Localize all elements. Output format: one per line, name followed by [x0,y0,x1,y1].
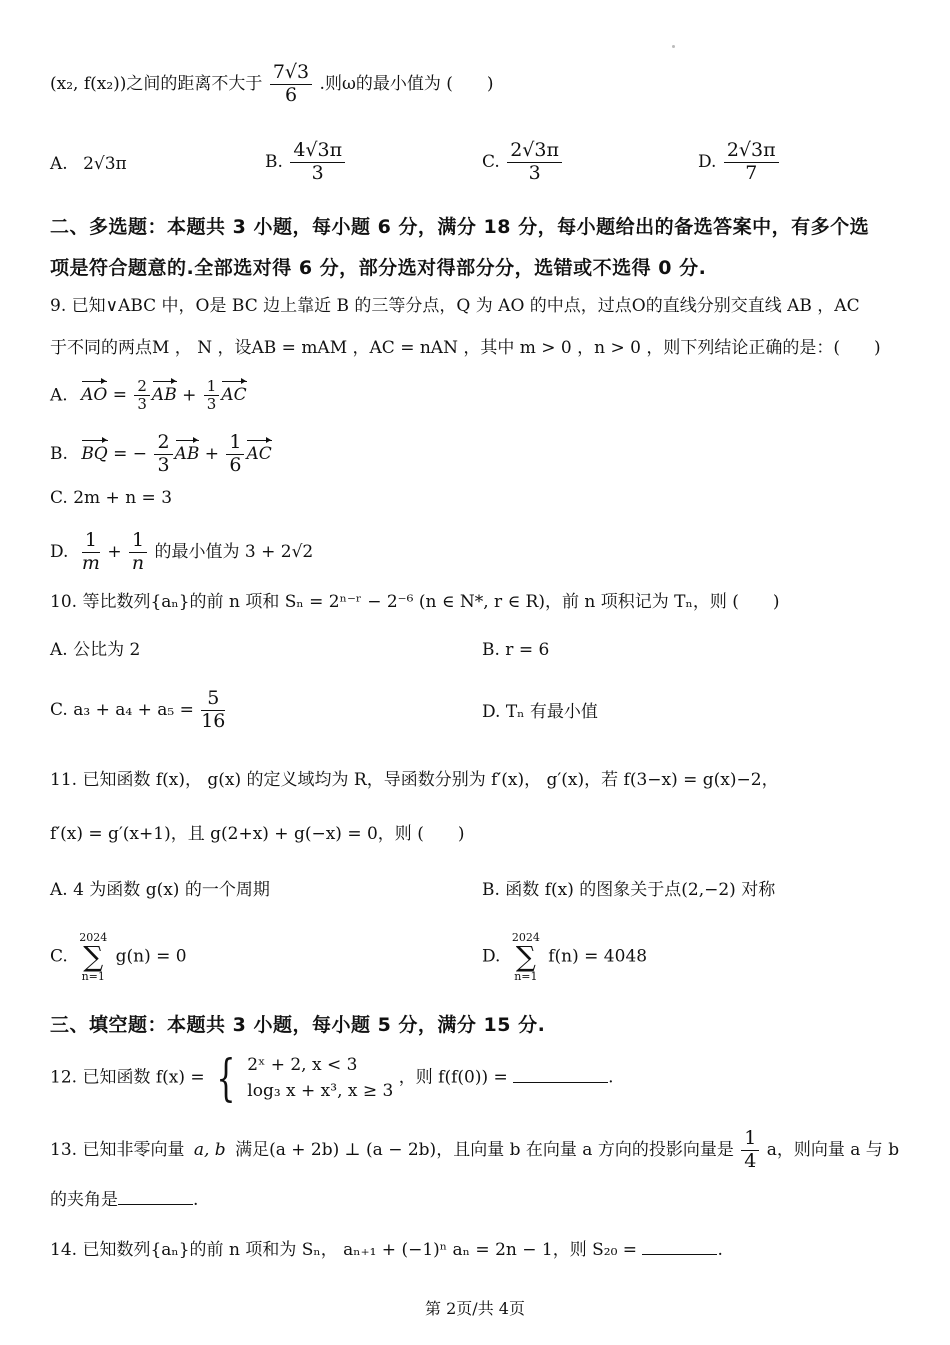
section-2-heading-cont: 项是符合题意的.全部选对得 6 分，部分选对得部分分，选错或不选得 0 分. [50,257,707,279]
q10-option-d: D. Tₙ 有最小值 [482,702,598,722]
q10-stem: 10. 等比数列{aₙ}的前 n 项和 Sₙ = 2ⁿ⁻ʳ − 2⁻⁶ (n ∈ N*, r ∈ R)，前 n 项积记为 Tₙ，则 ( ) [50,592,780,612]
q11-option-a: A. 4 为函数 g(x) 的一个周期 [50,880,270,900]
q11-option-d: D. 2024 ∑ n=1 f(n) = 4048 [482,931,648,983]
q10-option-c: C. a₃ + a₄ + a₅ = $\frac{5}{16}$ [50,687,226,732]
section-3-heading: 三、填空题：本题共 3 小题，每小题 5 分，满分 15 分. [50,1014,546,1036]
q10-option-b: B. r = 6 [482,640,550,660]
q11-stem-2: f′(x) = g′(x+1)，且 g(2+x) + g(−x) = 0，则 ( ) [50,824,465,844]
q9-option-a: A. AO = $\frac{2}{3}$ AB + $\frac{1}{3}$ AC [50,377,247,414]
q10-option-a: A. 公比为 2 [50,640,141,660]
q8-option-b: B. $\frac{4√3\pi}{3}$ [265,140,347,185]
q8-option-a: A. 2√3π [50,154,127,174]
q8-fraction: $\frac{7√3}{6}$ [270,62,312,107]
q11-stem-1: 11. 已知函数 f(x)， g(x) 的定义域均为 R，导函数分别为 f′(x)， g′(x)，若 f(3−x) = g(x)−2， [50,770,779,790]
q12-answer-blank[interactable] [513,1066,608,1083]
speck [672,45,675,48]
q9-option-b: B. BQ = − $\frac{2}{3}$ AB + $\frac{1}{6}$ AC [50,431,272,476]
q9-stem-2: 于不同的两点M ， N ，设AB = mAM ，AC = nAN ，其中 m > 0 ，n > 0 ，则下列结论正确的是：( ) [50,338,881,358]
q12-stem: 12. 已知函数 f(x) = { 2ˣ + 2, x < 3 log₃ x + x³, x ≥ 3 ，则 f(f(0)) = . [50,1049,614,1107]
q8-stem-tail: (x₂, f(x₂))之间的距离不大于 $\frac{7√3}{6}$ .则ω的最小值为 ( ) [50,61,494,106]
q9-option-c: C. 2m + n = 3 [50,488,173,508]
q11-option-b: B. 函数 f(x) 的图象关于点(2,−2) 对称 [482,880,776,900]
q9-stem-1: 9. 已知∨ABC 中，O是 BC 边上靠近 B 的三等分点，Q 为 AO 的中点，过点O的直线分别交直线 AB ，AC [50,296,860,316]
q13-stem-1: 13. 已知非零向量 a, b 满足(a + 2b) ⊥ (a − 2b)，且向量 b 在向量 a 方向的投影向量是 $\frac{1}{4}$ a，则向量 a 与 b [50,1127,900,1172]
q13-answer-blank[interactable] [118,1188,193,1205]
q13-stem-2: 的夹角是 . [50,1190,199,1210]
q8-option-c: C. $\frac{2√3\pi}{3}$ [482,140,564,185]
q14-stem: 14. 已知数列{aₙ}的前 n 项和为 Sₙ， aₙ₊₁ + (−1)ⁿ aₙ = 2n − 1，则 S₂₀ = . [50,1240,723,1260]
q9-option-d: D. $\frac{1}{m}$ + $\frac{1}{n}$ 的最小值为 3 + 2√2 [50,529,314,574]
q8-option-d: D. $\frac{2√3\pi}{7}$ [698,140,781,185]
section-2-heading: 二、多选题：本题共 3 小题，每小题 6 分，满分 18 分，每小题给出的备选答案中，有多个选 [50,216,870,238]
q11-option-c: C. 2024 ∑ n=1 g(n) = 0 [50,931,187,983]
page-footer: 第 2页/共 4页 [425,1299,525,1318]
q14-answer-blank[interactable] [642,1238,717,1255]
